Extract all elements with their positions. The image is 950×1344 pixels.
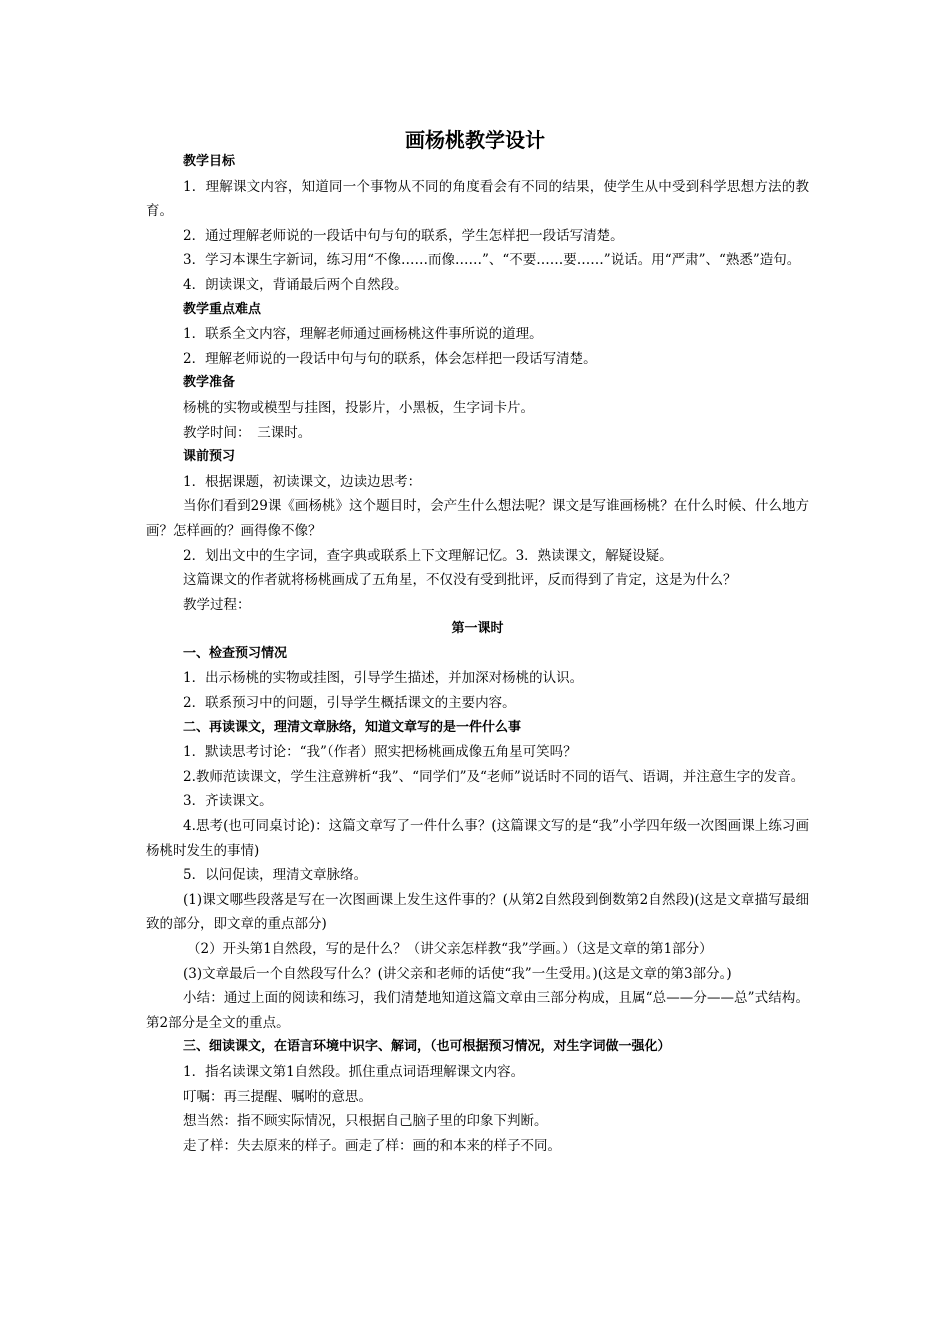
paragraph: (3)文章最后一个自然段写什么？(讲父亲和老师的话使“我”一生受用。)(这是文章的第3部分。) — [183, 965, 732, 982]
paragraph: 1．出示杨桃的实物或挂图，引导学生描述，并加深对杨桃的认识。 — [183, 670, 584, 687]
document-body — [146, 150, 809, 1158]
paragraph: 当你们看到29课《画杨桃》这个题目时，会产生什么想法呢？课文是写谁画杨桃？在什么时候、什么地方画？怎样画的？画得像不像？ — [146, 498, 809, 539]
part1-heading: 一、检查预习情况 — [183, 645, 288, 661]
part2-heading: 二、再读课文，理清文章脉络，知道文章写的是一件什么事 — [183, 719, 522, 735]
paragraph: 4.思考(也可同桌讨论)：这篇文章写了一件什么事？(这篇课文写的是“我”小学四年级一次图画课上练习画杨桃时发生的事情) — [146, 818, 809, 859]
preview-heading: 课前预习 — [183, 449, 236, 465]
paragraph: 2．通过理解老师说的一段话中句与句的联系，学生怎样把一段话写清楚。 — [183, 227, 624, 244]
part3-heading: 三、细读课文，在语言环境中识字、解词，（也可根据预习情况，对生字词做一强化） — [183, 1039, 671, 1055]
paragraph: 杨桃的实物或模型与挂图，投影片，小黑板，生字词卡片。 — [183, 399, 534, 416]
document-title: 画杨桃教学设计 — [405, 128, 545, 152]
paragraph: (1)课文哪些段落是写在一次图画课上发生这件事的？(从第2自然段到倒数第2自然段)(这是文章描写最细致的部分，即文章的重点部分) — [146, 891, 809, 933]
key-heading: 教学重点难点 — [183, 301, 262, 317]
paragraph: 想当然：指不顾实际情况，只根据自己脑子里的印象下判断。 — [183, 1113, 548, 1130]
paragraph: 2.教师范读课文，学生注意辨析“我”、“同学们”及“老师”说话时不同的语气、语调，并注意生字的发音。 — [183, 768, 805, 785]
paragraph: 2．联系预习中的问题，引导学生概括课文的主要内容。 — [183, 695, 516, 712]
prep-heading: 教学准备 — [183, 375, 236, 391]
paragraph: 1．理解课文内容，知道同一个事物从不同的角度看会有不同的结果，使学生从中受到科学思想方法的教育。 — [146, 178, 809, 220]
paragraph: 5．以问促读，理清文章脉络。 — [183, 867, 368, 884]
paragraph: 2．划出文中的生字词，查字典或联系上下文理解记忆。3．熟读课文，解疑设疑。 — [183, 547, 673, 564]
paragraph: 小结：通过上面的阅读和练习，我们清楚地知道这篇文章由三部分构成，且属“总——分——总”式结构。第2部分是全文的重点。 — [146, 990, 809, 1031]
paragraph: 教学过程： — [183, 596, 251, 613]
paragraph: 1．根据课题，初读课文，边读边思考： — [183, 473, 422, 490]
paragraph: 走了样：失去原来的样子。画走了样：画的和本来的样子不同。 — [183, 1137, 561, 1154]
paragraph: 叮嘱：再三提醒、嘱咐的意思。 — [183, 1088, 372, 1105]
paragraph: 4．朗读课文，背诵最后两个自然段。 — [183, 276, 408, 293]
paragraph: 3．学习本课生字新词，练习用“不像……而像……”、“不要……要……”说话。用“严肃”、“熟悉”造句。 — [183, 252, 801, 269]
paragraph: 这篇课文的作者就将杨桃画成了五角星，不仅没有受到批评，反而得到了肯定，这是为什么？ — [183, 572, 737, 589]
lesson1-heading: 第一课时 — [451, 621, 504, 637]
goals-heading: 教学目标 — [183, 154, 236, 169]
paragraph: （2）开头第1自然段，写的是什么？（讲父亲怎样教“我”学画。）（这是文章的第1部分） — [187, 941, 713, 957]
paragraph: 3．齐读课文。 — [183, 793, 273, 810]
paragraph: 1．默读思考讨论：“我”（作者）照实把杨桃画成像五角星可笑吗？ — [183, 744, 577, 761]
paragraph: 1．指名读课文第1自然段。抓住重点词语理解课文内容。 — [183, 1063, 525, 1080]
paragraph: 1．联系全文内容，理解老师通过画杨桃这件事所说的道理。 — [183, 326, 543, 343]
paragraph: 教学时间： 三课时。 — [183, 424, 312, 441]
paragraph: 2．理解老师说的一段话中句与句的联系，体会怎样把一段话写清楚。 — [183, 350, 597, 367]
